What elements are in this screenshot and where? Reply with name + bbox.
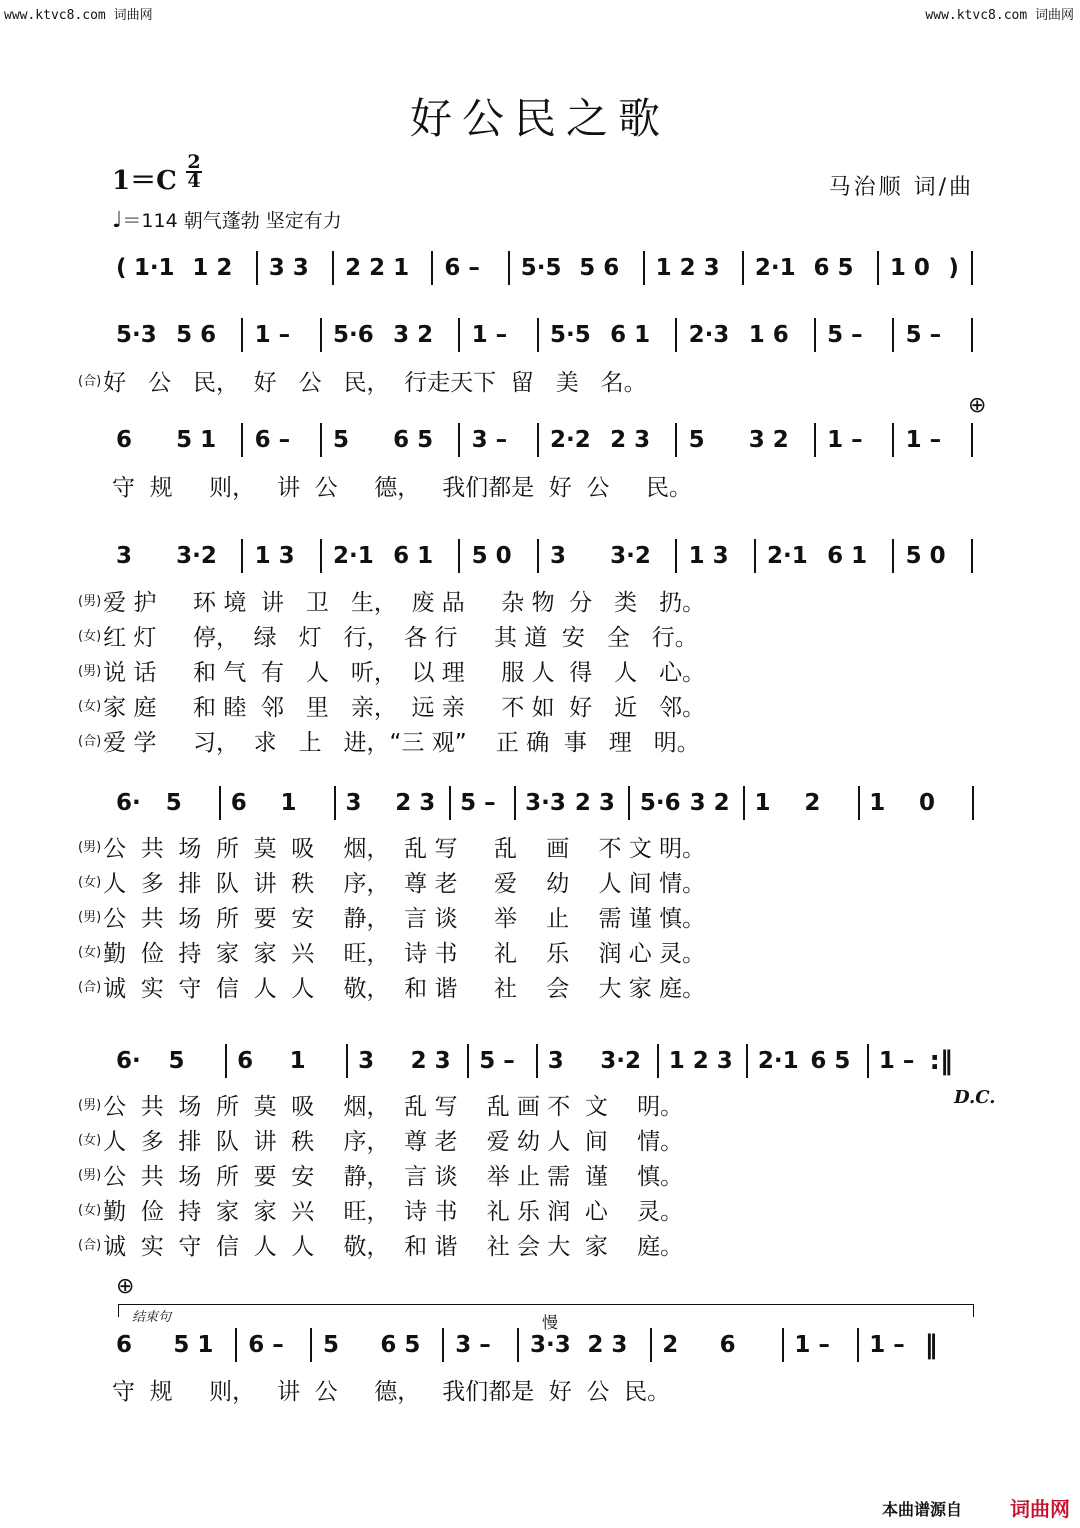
bar-line xyxy=(346,1044,348,1078)
note-group: 6· xyxy=(116,790,141,816)
note-group: 3 xyxy=(358,1048,375,1074)
key-signature: 1＝C xyxy=(112,166,177,196)
note-group: 1 – xyxy=(471,322,508,348)
lyric-line xyxy=(78,654,705,687)
note-group: 6 xyxy=(719,1332,736,1358)
lyric-line xyxy=(78,935,705,968)
lyric-text: 勤 俭 持 家 家 兴 旺， 诗 书 礼 乐 润 心 灵。 xyxy=(103,1199,684,1225)
voice-label: (男) xyxy=(78,910,102,925)
lyric-line xyxy=(78,1123,683,1156)
bar-line xyxy=(508,251,510,285)
note-group: 3 2 xyxy=(393,322,434,348)
note-group: 1 0 xyxy=(889,255,930,281)
note-group: 2·1 xyxy=(333,543,374,569)
note-group: 6 5 xyxy=(813,255,854,281)
bar-line xyxy=(536,1044,538,1078)
site-logo[interactable]: 词曲网 xyxy=(1010,1497,1070,1521)
note-group: 6 – xyxy=(254,427,291,453)
bar-line xyxy=(449,786,451,820)
lyric-line xyxy=(78,970,705,1003)
notation-system-4 xyxy=(0,541,1080,581)
note-group: 5 – xyxy=(460,790,496,816)
lyric-line xyxy=(78,619,698,652)
note-group: 5 6 xyxy=(176,322,217,348)
note-group: 1 2 3 xyxy=(668,1048,733,1074)
note-group: 3 xyxy=(116,543,133,569)
bar-line xyxy=(241,318,243,352)
bar-line xyxy=(814,318,816,352)
notation-system-7 xyxy=(0,1330,1080,1370)
bar-line xyxy=(332,251,334,285)
bar-line xyxy=(320,318,322,352)
voice-label: (男) xyxy=(78,840,102,855)
note-group: 5 – xyxy=(479,1048,515,1074)
note-group: 2 2 1 xyxy=(345,255,410,281)
lyric-text: 公 共 场 所 莫 吸 烟， 乱 写 乱 画 不 文 明。 xyxy=(103,836,706,862)
note-group: 5·5 xyxy=(550,322,591,348)
voice-label: (女) xyxy=(78,1133,102,1148)
note-group: 1 – xyxy=(869,1332,905,1358)
note-group: 1 – xyxy=(905,427,942,453)
lyric-text: 守 规 则， 讲 公 德， 我们都是 好 公 民。 xyxy=(112,1379,671,1405)
lyric-line xyxy=(78,1088,683,1121)
note-group: 6 – xyxy=(248,1332,284,1358)
note-group: 3 xyxy=(550,543,567,569)
bar-line xyxy=(256,251,258,285)
bar-line xyxy=(971,318,973,352)
note-group: 1 2 3 xyxy=(655,255,720,281)
bar-line xyxy=(675,423,677,457)
note-group: 5 1 xyxy=(173,1332,214,1358)
voice-label: (女) xyxy=(78,875,102,890)
note-group: 5 1 xyxy=(176,427,217,453)
note-group: 5 – xyxy=(827,322,863,348)
note-group: 1 – xyxy=(827,427,863,453)
voice-label: (男) xyxy=(78,594,102,609)
bar-line xyxy=(657,1044,659,1078)
note-group: 3 – xyxy=(471,427,508,453)
lyric-text: 家 庭 和 睦 邻 里 亲， 远 亲 不 如 好 近 邻。 xyxy=(103,695,706,721)
lyric-text: 人 多 排 队 讲 秩 序， 尊 老 爱 幼 人 间 情。 xyxy=(103,1129,684,1155)
note-group: 1 xyxy=(754,790,771,816)
bar-line xyxy=(219,786,221,820)
note-group: 3 xyxy=(547,1048,564,1074)
note-group: 3·3 xyxy=(525,790,566,816)
lyric-line xyxy=(78,1158,683,1191)
voice-label: (女) xyxy=(78,1203,102,1218)
note-group: 3 2 xyxy=(689,790,730,816)
bar-line xyxy=(458,539,460,573)
bar-line xyxy=(537,318,539,352)
lyric-line xyxy=(78,689,705,722)
bar-line xyxy=(431,251,433,285)
voice-label: (合) xyxy=(78,374,102,389)
note-group: 6 – xyxy=(444,255,480,281)
note-group: 2 3 xyxy=(587,1332,628,1358)
notation-system-3 xyxy=(0,425,1080,465)
bar-line xyxy=(514,786,516,820)
lyric-text: 红 灯 停， 绿 灯 行， 各 行 其 道 安 全 行。 xyxy=(103,625,698,651)
note-group: 3 3 xyxy=(268,255,309,281)
tempo-text: ＝114 朝气蓬勃 坚定有力 xyxy=(122,210,342,232)
note-group: 5 xyxy=(333,427,350,453)
bar-line xyxy=(782,1328,784,1362)
song-title: 好公民之歌 xyxy=(409,94,670,143)
notation-system-5 xyxy=(0,788,1080,828)
note-group: 6 1 xyxy=(610,322,651,348)
lyric-line xyxy=(78,1228,683,1261)
note-group: 2 3 xyxy=(574,790,615,816)
note-group: 1 xyxy=(289,1048,306,1074)
note-group: 6 5 xyxy=(393,427,434,453)
voice-label: (男) xyxy=(78,664,102,679)
note-group: 2·1 xyxy=(757,1048,799,1074)
note-group: 5·5 xyxy=(520,255,562,281)
notation-system-6 xyxy=(0,1046,1080,1086)
note-group: 5 xyxy=(168,1048,185,1074)
bar-line xyxy=(537,423,539,457)
note-group: ( xyxy=(116,255,127,281)
note-group: 1 – xyxy=(254,322,291,348)
notation-system-2 xyxy=(0,320,1080,360)
note-group: 5 0 xyxy=(471,543,512,569)
bar-line xyxy=(743,786,745,820)
note-group: 1 6 xyxy=(748,322,789,348)
voice-label: (合) xyxy=(78,980,102,995)
note-group: 6 5 xyxy=(380,1332,421,1358)
footer-source-text: 本曲谱源自 xyxy=(881,1500,962,1519)
lyric-line xyxy=(112,1373,670,1406)
note-group: 2 3 xyxy=(610,427,651,453)
slow-marking: 慢 xyxy=(542,1313,559,1332)
lyric-text: 好 公 民， 好 公 民， 行走天下 留 美 名。 xyxy=(103,370,647,396)
note-group: 2·3 xyxy=(688,322,730,348)
lyric-text: 爱 学 习， 求 上 进，“三 观” 正 确 事 理 明。 xyxy=(103,730,700,756)
watermark-left: www.ktvc8.com 词曲网 xyxy=(4,8,153,23)
bar-line xyxy=(320,539,322,573)
bar-line xyxy=(742,251,744,285)
note-group: 5 xyxy=(165,790,182,816)
note-group: 5 xyxy=(688,427,705,453)
tempo-marking xyxy=(112,206,342,233)
final-bar-line: ‖ xyxy=(924,1330,938,1360)
bar-line xyxy=(675,318,677,352)
bar-line xyxy=(517,1328,519,1362)
meter-bottom: 4 xyxy=(187,170,201,192)
bar-line xyxy=(867,1044,869,1078)
bar-line xyxy=(971,539,973,573)
lyric-text: 说 话 和 气 有 人 听， 以 理 服 人 得 人 心。 xyxy=(103,660,706,686)
bar-line xyxy=(746,1044,748,1078)
lyric-line xyxy=(78,865,705,898)
author-credit: 马治顺 词/曲 xyxy=(828,175,974,200)
lyric-text: 诚 实 守 信 人 人 敬， 和 谐 社 会 大 家 庭。 xyxy=(103,1234,684,1260)
note-group: 3·3 xyxy=(530,1332,571,1358)
lyric-line xyxy=(78,364,647,397)
bar-line xyxy=(754,539,756,573)
note-group: 3 – xyxy=(455,1332,491,1358)
note-group: 6 5 xyxy=(810,1048,851,1074)
note-group: 1 2 xyxy=(192,255,233,281)
lyric-text: 人 多 排 队 讲 秩 序， 尊 老 爱 幼 人 间 情。 xyxy=(103,871,706,897)
bar-line xyxy=(334,786,336,820)
voice-label: (女) xyxy=(78,699,102,714)
note-group: 1 – xyxy=(878,1048,915,1074)
bar-line xyxy=(877,251,879,285)
note-group: 6 xyxy=(116,1332,133,1358)
note-group: 5·6 xyxy=(333,322,374,348)
note-group: 5·6 xyxy=(639,790,681,816)
bar-line xyxy=(458,423,460,457)
bar-line xyxy=(857,1328,859,1362)
voice-label: (女) xyxy=(78,629,102,644)
note-group: 3 2 xyxy=(748,427,789,453)
bar-line xyxy=(971,251,973,285)
lyric-text: 公 共 场 所 莫 吸 烟， 乱 写 乱 画 不 文 明。 xyxy=(103,1094,684,1120)
bar-line xyxy=(467,1044,469,1078)
note-group: 1 3 xyxy=(254,543,295,569)
quarter-note-icon: ♩ xyxy=(112,208,123,233)
note-group: 1 3 xyxy=(688,543,729,569)
note-group: 3 xyxy=(345,790,362,816)
note-group: 6 1 xyxy=(393,543,434,569)
bar-line xyxy=(892,423,894,457)
voice-label: (男) xyxy=(78,1098,102,1113)
bar-line xyxy=(537,539,539,573)
voice-label: (合) xyxy=(78,734,102,749)
note-group: 6 1 xyxy=(827,543,868,569)
note-group: 2 xyxy=(662,1332,679,1358)
bar-line xyxy=(628,786,630,820)
lyric-text: 公 共 场 所 要 安 静， 言 谈 举 止 需 谨 慎。 xyxy=(103,1164,684,1190)
note-group: 2·1 xyxy=(754,255,796,281)
coda-sign-icon: ⊕ xyxy=(968,393,987,418)
note-group: 2 3 xyxy=(410,1048,451,1074)
bar-line xyxy=(892,318,894,352)
bar-line xyxy=(814,423,816,457)
note-group: 1·1 xyxy=(133,255,175,281)
lyric-line xyxy=(78,584,705,617)
note-group: ) xyxy=(948,255,959,281)
lyric-text: 公 共 场 所 要 安 静， 言 谈 举 止 需 谨 慎。 xyxy=(103,906,706,932)
bar-line xyxy=(971,423,973,457)
bar-line xyxy=(892,539,894,573)
note-group: 6 xyxy=(237,1048,254,1074)
note-group: 5 6 xyxy=(579,255,620,281)
note-group: 5·3 xyxy=(116,322,157,348)
note-group: 5 – xyxy=(905,322,942,348)
lyric-text: 爱 护 环 境 讲 卫 生， 废 品 杂 物 分 类 扔。 xyxy=(103,590,706,616)
lyric-text: 诚 实 守 信 人 人 敬， 和 谐 社 会 大 家 庭。 xyxy=(103,976,706,1002)
note-group: 2·1 xyxy=(767,543,808,569)
bar-line xyxy=(241,539,243,573)
lyric-line xyxy=(78,1193,683,1226)
note-group: 2 xyxy=(804,790,821,816)
note-group: 3·2 xyxy=(600,1048,641,1074)
notation-system-1 xyxy=(0,253,1080,293)
bar-line xyxy=(972,786,974,820)
lyric-text: 守 规 则， 讲 公 德， 我们都是 好 公 民。 xyxy=(112,475,693,501)
bar-line xyxy=(858,786,860,820)
voice-label: (女) xyxy=(78,945,102,960)
bar-line xyxy=(458,318,460,352)
final-bar-line: :‖ xyxy=(929,1046,953,1076)
bar-line xyxy=(442,1328,444,1362)
ending-label: 结束句 xyxy=(132,1310,172,1325)
bar-line xyxy=(320,423,322,457)
lyric-text: 勤 俭 持 家 家 兴 旺， 诗 书 礼 乐 润 心 灵。 xyxy=(103,941,706,967)
voice-label: (合) xyxy=(78,1238,102,1253)
note-group: 6 xyxy=(230,790,247,816)
bar-line xyxy=(310,1328,312,1362)
note-group: 1 – xyxy=(794,1332,830,1358)
note-group: 6· xyxy=(116,1048,141,1074)
note-group: 3·2 xyxy=(176,543,217,569)
bar-line xyxy=(650,1328,652,1362)
lyric-line xyxy=(78,724,700,757)
bar-line xyxy=(225,1044,227,1078)
bar-line xyxy=(241,423,243,457)
lyric-line xyxy=(78,900,705,933)
coda-sign-icon: ⊕ xyxy=(116,1274,135,1299)
note-group: 5 xyxy=(323,1332,340,1358)
lyric-line xyxy=(78,830,705,863)
time-signature xyxy=(186,151,202,192)
note-group: 5 0 xyxy=(905,543,946,569)
bar-line xyxy=(643,251,645,285)
da-capo-mark: D.C. xyxy=(954,1087,996,1108)
note-group: 3·2 xyxy=(610,543,651,569)
note-group: 1 xyxy=(869,790,886,816)
meter-top: 2 xyxy=(187,151,201,173)
bar-line xyxy=(675,539,677,573)
note-group: 2·2 xyxy=(550,427,591,453)
note-group: 1 xyxy=(280,790,297,816)
note-group: 2 3 xyxy=(395,790,436,816)
lyric-line xyxy=(112,469,692,502)
note-group: 0 xyxy=(919,790,936,816)
watermark-right: www.ktvc8.com 词曲网 xyxy=(925,8,1074,23)
note-group: 6 xyxy=(116,427,133,453)
voice-label: (男) xyxy=(78,1168,102,1183)
bar-line xyxy=(235,1328,237,1362)
